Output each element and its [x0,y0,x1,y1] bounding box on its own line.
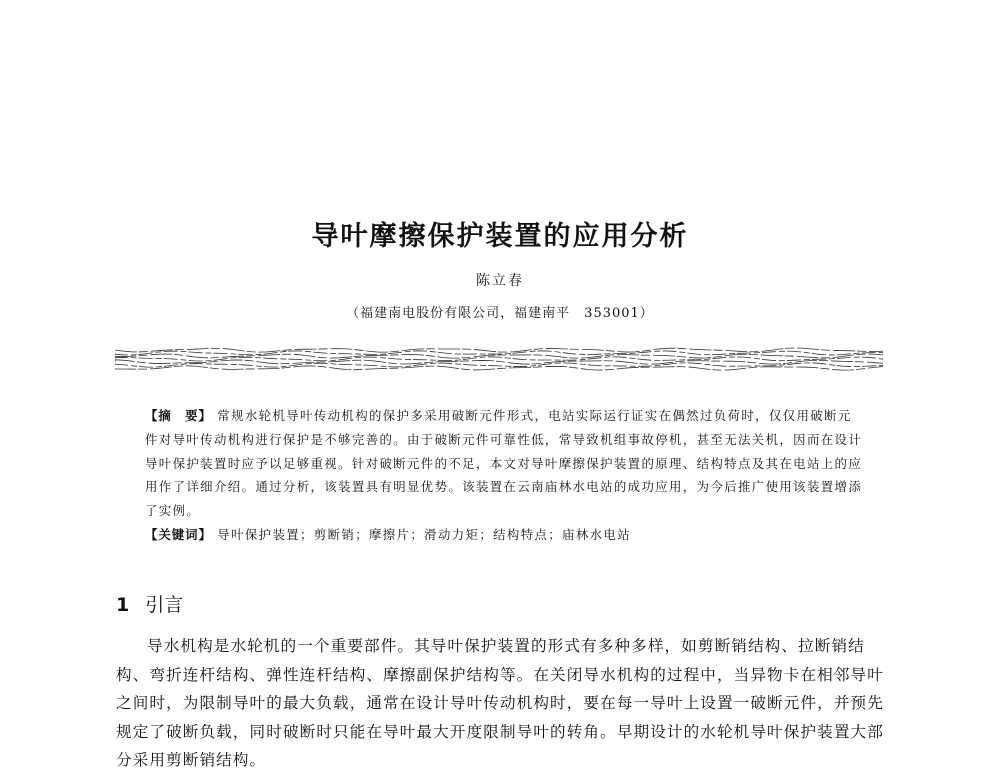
divider-wave-line [115,348,883,352]
section-title: 引言 [145,594,184,616]
decorative-divider [115,347,887,371]
divider-wave-line [115,360,883,364]
paper-title: 导叶摩擦保护装置的应用分析 [311,221,689,252]
keywords-text: 导叶保护装置；剪断销；摩擦片；滑动力矩；结构特点；庙林水电站 [217,526,632,542]
divider-wave-line [115,351,883,355]
abstract-label: 【摘 要】 [145,408,212,423]
section-paragraph: 导水机构是水轮机的一个重要部件。其导叶保护装置的形式有多种多样，如剪断销结构、拉断销结构、弯折连杆结构、弹性连杆结构、摩擦副保护结构等。在关闭导水机构的过程中，当异物卡在相邻导叶之间时，为限制导叶的最大负载，通常在设计导叶传动机构时，要在每一导叶上设置一破断元件，并预先规定了破断负载，同时破断时只能在导叶最大开度限制导叶的转角。早期设计的水轮机导叶保护装置大部分采用剪断销结构。 [116,637,884,770]
keywords-paragraph [145,523,865,547]
abstract-paragraph [145,404,865,523]
divider-wave-line [115,354,883,358]
abstract-block [145,404,865,547]
section-heading [116,590,183,617]
keywords-label: 【关键词】 [145,526,212,542]
author-name: 陈立春 [476,273,524,289]
section-number: 1 [116,594,130,616]
divider-wave-line [115,366,883,370]
author-affiliation: （福建南电股份有限公司，福建南平 353001） [346,306,654,321]
abstract-text: 常规水轮机导叶传动机构的保护多采用破断元件形式，电站实际运行证实在偶然过负荷时，仅仅用破断元件对导叶传动机构进行保护是不够完善的。由于破断元件可靠性低，常导致机组事故停机，甚至无法关机，因而在设计导叶保护装置时应予以足够重视。针对破断元件的不足，本文对导叶摩擦保护装置的原理、结构特点及其在电站上的应用作了详细介绍。通过分析，该装置具有明显优势。该装置在云南庙林水电站的成功应用，为今后推广使用该装置增添了实例。 [145,408,863,519]
